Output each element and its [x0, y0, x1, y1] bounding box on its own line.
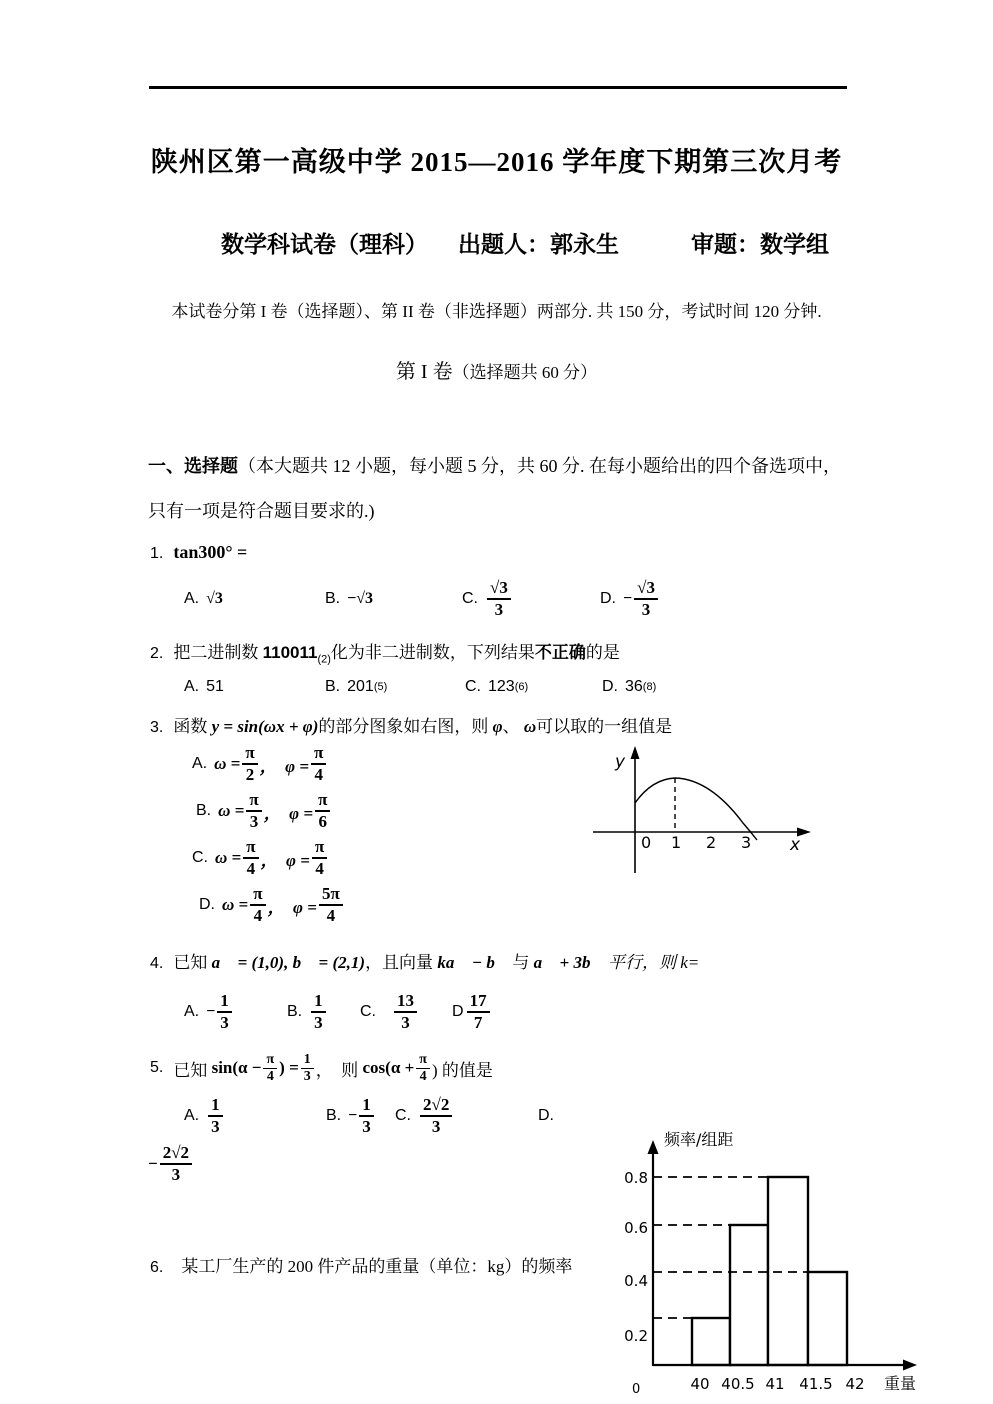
q3-b-num1: π [246, 790, 261, 812]
question-1-number: 1. [150, 545, 164, 562]
q3-b-den1: 3 [249, 812, 259, 831]
question-4-options [0, 986, 993, 1038]
q5-option-b-sign: − [348, 1107, 358, 1124]
q3-a-num1: π [242, 743, 257, 765]
question-1 [150, 542, 247, 563]
q1-option-c-fraction [487, 578, 511, 619]
q5-option-a [184, 1090, 225, 1142]
q3-d-mid: ， φ = [267, 897, 317, 917]
q1-option-b [325, 570, 373, 628]
q3-tail: 可以取的一组值是 [536, 717, 673, 736]
q3-option-b-label: B. [196, 802, 212, 819]
q4-option-d-fraction [467, 991, 490, 1032]
q3-b-den2: 6 [318, 812, 327, 831]
q4-lead: 已知 [173, 953, 212, 972]
q5-option-c-fraction [420, 1095, 452, 1136]
q4-mid2: 与 [508, 953, 534, 972]
q6-frequency-histogram [618, 1125, 935, 1404]
top-divider [149, 86, 847, 89]
q2-lead: 把二进制数 [173, 643, 263, 662]
q3-d-den2: 4 [326, 906, 336, 925]
q4-option-b-fraction [311, 991, 326, 1032]
q4-a-den: 3 [220, 1013, 229, 1032]
q5-option-d-value [148, 1136, 194, 1192]
q3-b-lhs: ω = [218, 801, 245, 820]
q5-equals: ) = [279, 1058, 299, 1077]
q2-option-c [465, 672, 528, 702]
q4-tail: 平行，则 k= [603, 953, 700, 972]
q3-c-den1: 4 [246, 859, 256, 878]
q5-option-d [538, 1090, 561, 1142]
q6-text: 某工厂生产的 200 件产品的重量（单位：kg）的频率 [181, 1257, 573, 1276]
graph-tick-2: 2 [706, 833, 717, 852]
q4-option-d [452, 986, 492, 1038]
q2-binary-value: 110011 [262, 643, 318, 662]
q2-option-a-label: A. [184, 678, 200, 695]
question-5 [150, 1042, 493, 1094]
q3-b-mid: ， φ = [263, 803, 314, 823]
q4-option-c-label: C. [360, 1003, 376, 1020]
q5-b-den: 3 [362, 1117, 371, 1136]
graph-tick-0: 0 [641, 833, 652, 852]
question-2-options [0, 672, 993, 702]
q4-vectors: a⃗ = (1,0), b⃗ = (2,1) [211, 953, 366, 972]
question-6 [150, 1252, 572, 1277]
q5-option-a-label: A. [184, 1107, 200, 1124]
q1-option-d-sign: − [623, 590, 633, 607]
q5-f1d: 4 [266, 1068, 274, 1084]
q2-option-d-label: D. [602, 678, 618, 695]
q2-option-d-value: 36 [625, 678, 643, 695]
q3-d-den1: 4 [253, 906, 263, 925]
q5-b-num: 1 [359, 1095, 374, 1117]
q5-option-a-fraction [208, 1095, 223, 1136]
q5-c-den: 3 [431, 1117, 441, 1136]
q3-c-num1: π [243, 837, 258, 859]
ytick-0.8: 0.8 [624, 1169, 648, 1187]
y-axis-arrow [631, 746, 640, 759]
q4-b-num: 1 [311, 991, 326, 1013]
q3-d-lhs: ω = [222, 895, 249, 914]
q4-mid1: ，且向量 [365, 953, 438, 972]
section-heading-sub: （选择题共 60 分） [452, 363, 598, 382]
q1-option-b-label: B. [325, 590, 341, 607]
exam-intro: 本试卷分第 I 卷（选择题）、第 II 卷（非选择题）两部分. 共 150 分，考试时间 120 分钟. [171, 302, 822, 321]
q5-f3d: 4 [419, 1068, 427, 1084]
q3-d-num2: 5π [319, 884, 343, 906]
q3-a-den2: 4 [314, 765, 323, 784]
q5-d-num: 2√2 [160, 1143, 192, 1165]
paper-subject: 数学科试卷（理科） [221, 232, 428, 257]
choice-instructions-line2: 只有一项是符合题目要求的.) [148, 501, 375, 521]
instructions-bold: 一、选择题 [148, 456, 238, 476]
q3-a-num2: π [311, 743, 326, 765]
q3-a-frac1 [242, 743, 257, 784]
q3-a-lhs: ω = [214, 754, 241, 773]
q3-d-frac1 [250, 884, 265, 925]
q3-mid2: 、 [502, 717, 524, 736]
question-5-number: 5. [150, 1059, 164, 1076]
graph-tick-3: 3 [741, 833, 752, 852]
q3-c-mid: ， φ = [260, 850, 310, 870]
q3-c-frac2 [312, 837, 327, 878]
q3-b-num2: π [315, 790, 330, 812]
paper-reviewer: 审题：数学组 [691, 232, 829, 257]
q5-sin-expr: sin(α − [211, 1058, 262, 1077]
xtick-41: 41 [765, 1375, 785, 1393]
q3-b-frac1 [246, 790, 261, 831]
q5-a-den: 3 [211, 1117, 220, 1136]
graph-x-label: x [790, 835, 801, 855]
q3-option-c-label: C. [192, 849, 208, 866]
bar-41-41.5 [768, 1177, 808, 1365]
q5-tail: ) 的值是 [431, 1060, 493, 1080]
q4-vector-expr1: ka⃗ − b⃗ [437, 953, 509, 972]
q5-option-b [326, 1090, 376, 1142]
q3-expression: y = sin(ωx + φ) [211, 717, 319, 736]
q3-c-frac1 [243, 837, 258, 878]
q2-option-c-value: 123 [488, 678, 515, 695]
section-heading [0, 355, 993, 384]
q2-option-b [325, 672, 387, 702]
q3-option-d [199, 882, 345, 928]
q5-d-sign: − [148, 1154, 158, 1173]
q4-option-a [184, 986, 234, 1038]
q5-f3n: π [416, 1052, 430, 1068]
q5-option-c [395, 1090, 454, 1142]
xtick-41.5: 41.5 [799, 1375, 833, 1393]
question-4-number: 4. [150, 955, 164, 972]
choice-instructions-line1 [148, 452, 841, 478]
q5-option-d-label: D. [538, 1107, 554, 1124]
q3-option-b [196, 788, 332, 834]
q4-option-c-fraction [394, 991, 417, 1032]
q5-mid: ， 则 [315, 1060, 363, 1080]
graph-tick-1: 1 [671, 833, 682, 852]
question-4 [150, 948, 699, 973]
q1-c-den: 3 [494, 600, 504, 619]
q5-cos-expr: cos(α + [362, 1058, 415, 1077]
ytick-0.6: 0.6 [624, 1219, 648, 1237]
question-3-number: 3. [150, 719, 164, 736]
q4-option-b [287, 986, 328, 1038]
q5-f2n: 1 [301, 1052, 314, 1068]
q1-option-a-label: A. [184, 590, 200, 607]
ytick-0.4: 0.4 [624, 1272, 648, 1290]
q3-mid1: 的部分图象如右图，则 [318, 717, 493, 736]
q5-option-b-fraction [359, 1095, 374, 1136]
paper-author: 出题人：郭永生 [458, 232, 619, 257]
xtick-40.5: 40.5 [721, 1375, 755, 1393]
q5-d-den: 3 [171, 1165, 181, 1184]
q5-c-num: 2√2 [420, 1095, 452, 1117]
histogram-y-arrow [648, 1140, 659, 1154]
q1-option-a-value: √3 [206, 590, 223, 607]
q3-phi-symbol: φ [492, 717, 503, 736]
q2-option-c-label: C. [465, 678, 481, 695]
q1-option-b-value: −√3 [347, 590, 374, 607]
q3-c-den2: 4 [315, 859, 324, 878]
q4-option-b-label: B. [287, 1003, 303, 1020]
histogram-x-arrow [903, 1360, 917, 1371]
q2-emphasis: 不正确 [534, 643, 586, 662]
question-1-expression: tan300° = [173, 542, 248, 562]
q2-option-a-value: 51 [206, 678, 224, 695]
q3-a-den1: 2 [245, 765, 255, 784]
q4-c-num: 13 [394, 991, 417, 1013]
q4-d-den: 7 [473, 1013, 483, 1032]
q1-option-a [184, 570, 223, 628]
q5-option-b-label: B. [326, 1107, 342, 1124]
q3-b-frac2 [315, 790, 330, 831]
q5-frac-pi4a [263, 1052, 277, 1084]
q5-frac-13 [301, 1052, 314, 1084]
q2-option-c-base: (6) [514, 681, 529, 693]
question-2-number: 2. [150, 645, 164, 662]
q1-d-den: 3 [641, 600, 651, 619]
q3-c-num2: π [312, 837, 327, 859]
q3-function-graph [585, 740, 820, 880]
q4-option-d-label: D [452, 1003, 464, 1020]
question-1-options [0, 570, 993, 628]
q2-text: 化为非二进制数，下列结果 [330, 643, 535, 662]
q3-option-d-label: D. [199, 896, 215, 913]
q2-option-d [602, 672, 656, 702]
q5-f2d: 3 [303, 1068, 311, 1084]
question-2 [150, 638, 620, 665]
sine-curve [635, 778, 757, 840]
q5-d-fraction [160, 1143, 192, 1184]
q1-c-num: √3 [487, 578, 511, 600]
origin-label: 0 [632, 1382, 641, 1397]
ytick-0.2: 0.2 [624, 1327, 648, 1345]
q2-binary-base: (2) [317, 653, 331, 666]
histogram-y-axis-title: 频率/组距 [664, 1130, 734, 1149]
q2-tail: 的是 [585, 643, 620, 662]
q1-option-d-label: D. [600, 590, 616, 607]
q3-option-a-label: A. [192, 755, 208, 772]
q3-d-frac2 [319, 884, 343, 925]
q3-lead: 函数 [173, 717, 212, 736]
q3-omega-symbol: ω [523, 717, 537, 736]
q2-option-b-base: (5) [373, 681, 388, 693]
q4-option-a-label: A. [184, 1003, 200, 1020]
bar-41.5-42 [808, 1272, 847, 1365]
instructions-rest: （本大题共 12 小题，每小题 5 分，共 60 分. 在每小题给出的四个备选项中， [238, 456, 841, 476]
q4-option-a-fraction [217, 991, 232, 1032]
xtick-42: 42 [845, 1375, 865, 1393]
xtick-40: 40 [690, 1375, 710, 1393]
q1-option-d [600, 570, 660, 628]
q5-lead: 已知 [173, 1060, 212, 1080]
bar-40-40.5 [692, 1318, 730, 1365]
q3-a-mid: ， φ = [259, 756, 310, 776]
q3-c-lhs: ω = [215, 848, 242, 867]
q4-a-num: 1 [217, 991, 232, 1013]
bar-40.5-41 [730, 1225, 768, 1365]
q1-option-d-fraction [634, 578, 658, 619]
q3-d-num1: π [250, 884, 265, 906]
page-title: 陕州区第一高级中学 2015—2016 学年度下期第三次月考 [150, 147, 843, 177]
q5-frac-pi4b [416, 1052, 430, 1084]
histogram-x-axis-title: 重量 [884, 1374, 917, 1393]
graph-y-label: y [615, 752, 626, 772]
q2-option-b-value: 201 [347, 678, 374, 695]
question-6-number: 6. [150, 1259, 164, 1276]
section-heading-main: 第 I 卷 [395, 361, 453, 383]
q5-a-num: 1 [208, 1095, 223, 1117]
q1-option-c-label: C. [462, 590, 478, 607]
q3-option-c [192, 835, 329, 881]
question-3 [150, 712, 672, 737]
q2-option-b-label: B. [325, 678, 341, 695]
q4-b-den: 3 [314, 1013, 323, 1032]
q2-option-a [184, 672, 224, 702]
q3-option-a [192, 741, 328, 787]
q5-option-c-label: C. [395, 1107, 411, 1124]
q1-option-c [462, 570, 513, 628]
q4-option-a-sign: − [206, 1003, 216, 1020]
q4-c-den: 3 [401, 1013, 410, 1032]
q3-a-frac2 [311, 743, 326, 784]
q4-vector-expr2: a⃗ + 3b⃗ [533, 953, 604, 972]
q4-option-c [360, 986, 419, 1038]
q5-f1n: π [263, 1052, 277, 1068]
q4-d-num: 17 [467, 991, 490, 1013]
q1-d-num: √3 [634, 578, 658, 600]
q2-option-d-base: (8) [642, 681, 657, 693]
